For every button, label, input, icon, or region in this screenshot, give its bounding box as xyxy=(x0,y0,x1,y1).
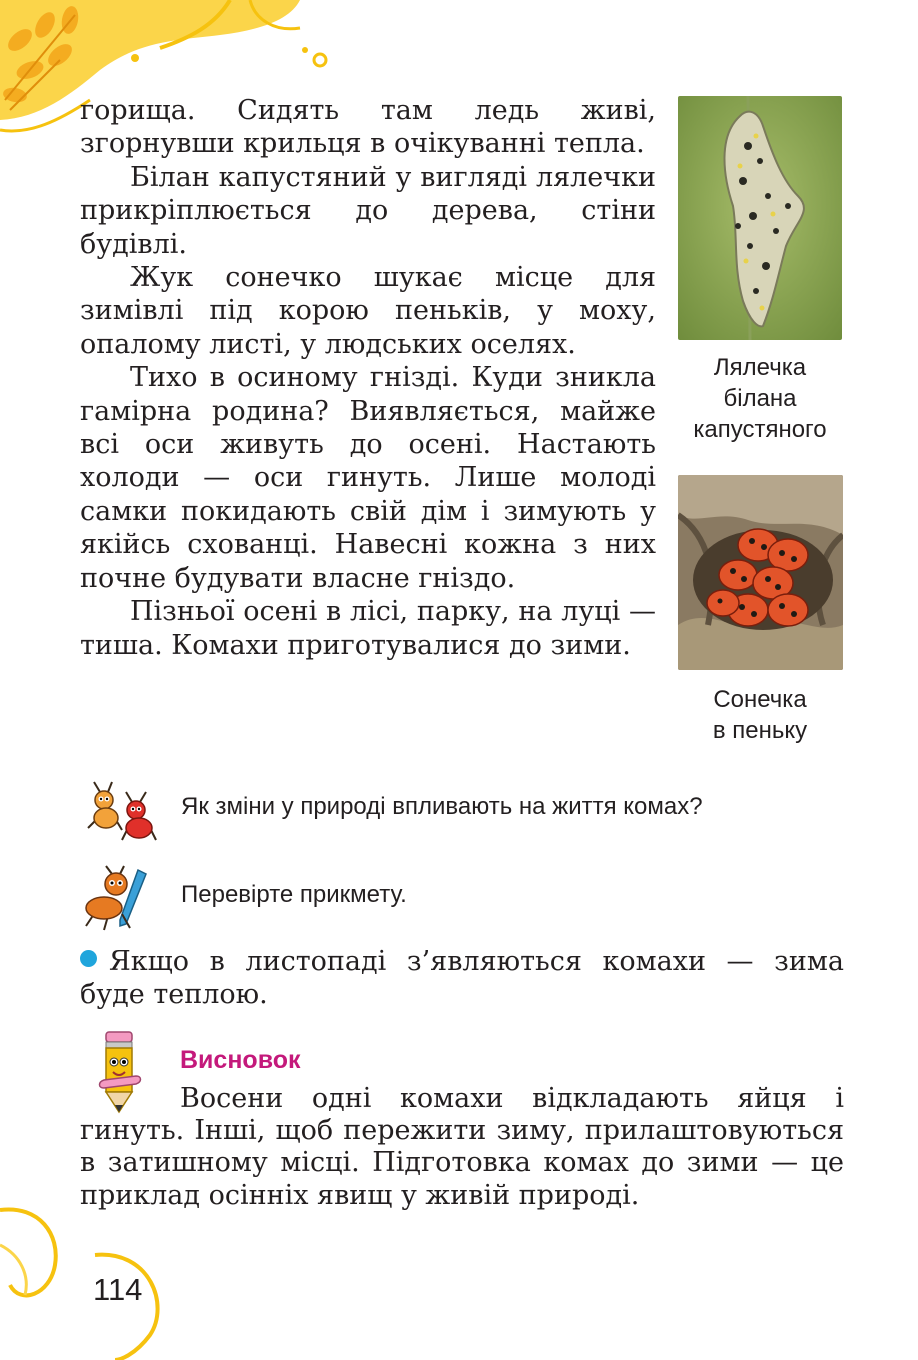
paragraph: Жук сонечко шукає місце для зимівлі під корою пеньків, у моху, опалому листі, у людських оселях. xyxy=(80,262,656,360)
caption-line: в пеньку xyxy=(712,717,808,744)
pupa-caption xyxy=(662,352,858,445)
paragraph: Пізньої осені в лісі, парку, на луці — тиша. Комахи приготувалися до зими. xyxy=(80,596,656,661)
conclusion-title: Висновок xyxy=(180,1046,301,1074)
paragraph: Білан капустяний у вигляді лялечки прикріплюється до дерева, стіни будівлі. xyxy=(80,161,656,260)
caption-line: Лялечка xyxy=(713,354,807,381)
caption-line: капустяного xyxy=(693,416,827,443)
folk-sign xyxy=(80,945,844,1012)
conclusion-text xyxy=(80,1083,844,1212)
paragraph: Восени одні комахи відкладають яйця і гинуть. Інші, щоб пережити зиму, прилаштовуються в затишному місці. Підготовка комах до зими — це приклад осінніх явищ у живій природі. xyxy=(80,1083,844,1211)
check-sign-prompt: Перевірте прикмету. xyxy=(181,881,407,908)
caption-line: Сонечка xyxy=(713,686,807,713)
discuss-question: Як зміни у природі впливають на життя комах? xyxy=(181,793,703,820)
two-ants-icon xyxy=(86,780,158,846)
ant-with-pen-icon xyxy=(82,864,154,936)
caption-line: білана xyxy=(723,385,797,412)
main-text xyxy=(80,94,656,662)
page-number: 114 xyxy=(93,1272,143,1307)
swirl-decoration-bottom xyxy=(0,1195,170,1360)
paragraph: Тихо в осиному гнізді. Куди зникла гамірна родина? Виявляється, майже всі оси живуть до осені. Настають холоди — оси гинуть. Лише молоді самки покидають свій дім і зимують у якійсь схованці. Навесні кожна з них почне будувати власне гніздо. xyxy=(80,362,656,594)
bullet-icon xyxy=(80,950,97,967)
pupa-photo xyxy=(678,96,842,340)
folk-sign-text: Якщо в листопаді з’являються комахи — зима буде теплою. xyxy=(80,946,844,1011)
ladybugs-photo xyxy=(678,475,843,670)
paragraph: горища. Сидять там ледь живі, згорнувши крильця в очікуванні тепла. xyxy=(80,95,656,160)
ladybugs-caption xyxy=(662,684,858,746)
